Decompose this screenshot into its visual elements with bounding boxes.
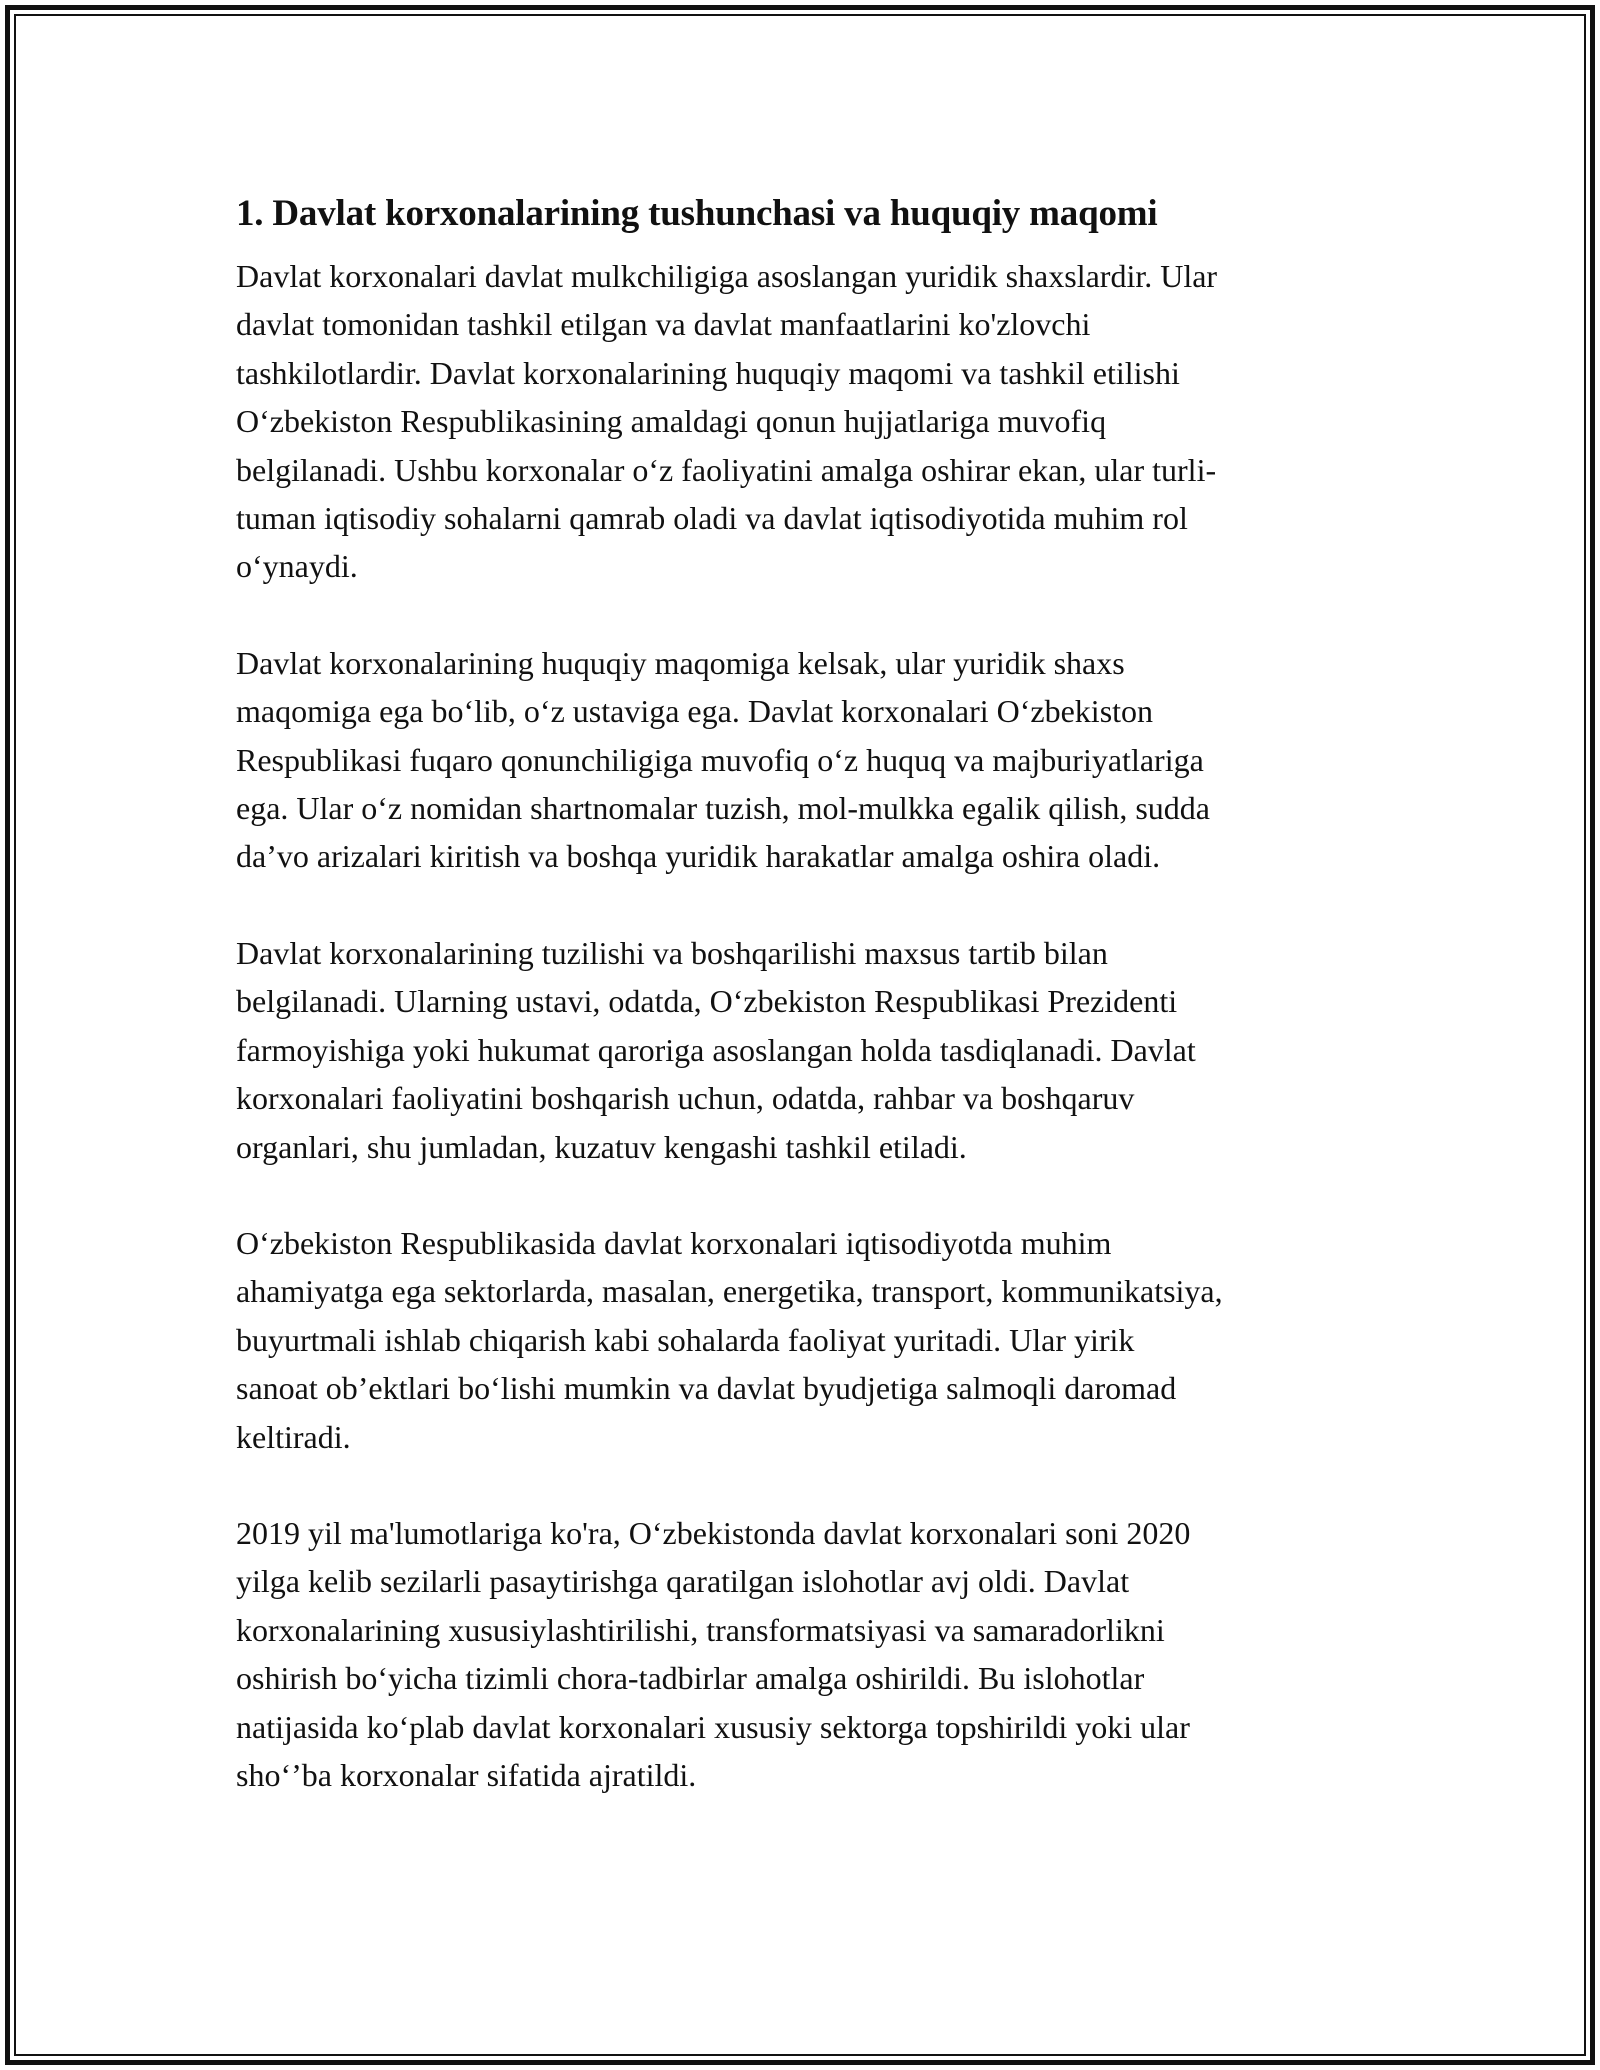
paragraph-structure-management: Davlat korxonalarining tuzilishi va boshqarilishi maxsus tartib bilan belgilanadi. Ularning ustavi, odatda, O‘zbekiston Respublikasi Prezidenti farmoyishiga yoki hukumat qaroriga asoslangan holda tasdiqlanadi. Davlat korxonalari faoliyatini boshqarish uchun, odatda, rahbar va boshqaruv organlari, shu jumladan, kuzatuv kengashi tashkil etiladi. — [236, 934, 1196, 1165]
paragraph-reforms: 2019 yil ma'lumotlariga ko'ra, O‘zbekistonda davlat korxonalari soni 2020 yilga kelib sezilarli pasaytirishga qaratilgan islohotlar avj oldi. Davlat korxonalarining xususiylashtirilishi, transformatsiyasi va samaradorlikni oshirish bo‘yicha tizimli chora-tadbirlar amalga oshirildi. Bu islohotlar natijasida ko‘plab davlat korxonalari xususiy sektorga topshirildi yoki ular sho‘’ba korxonalar sifatida ajratildi. — [236, 1514, 1191, 1793]
paragraph-legal-status: Davlat korxonalarining huquqiy maqomiga kelsak, ular yuridik shaxs maqomiga ega bo‘lib, o‘z ustaviga ega. Davlat korxonalari O‘zbekiston Respublikasi fuqaro qonunchiligiga muvofiq o‘z huquq va majburiyatlariga ega. Ular o‘z nomidan shartnomalar tuzish, mol-mulkka egalik qilish, sudda da’vo arizalari kiritish va boshqa yuridik harakatlar amalga oshira oladi. — [236, 644, 1210, 875]
paragraph-state-enterprises-definition: Davlat korxonalari davlat mulkchiligiga asoslangan yuridik shaxslardir. Ular davlat tomonidan tashkil etilgan va davlat manfaatlarini ko'zlovchi tashkilotlardir. Davlat korxonalarining huquqiy maqomi va tashkil etilishi O‘zbekiston Respublikasining amaldagi qonun hujjatlariga muvofiq belgilanadi. Ushbu korxonalar o‘z faoliyatini amalga oshirar ekan, ular turli- tuman iqtisodiy sohalarni qamrab oladi va davlat iqtisodiyotida muhim rol o‘ynaydi. — [236, 258, 1218, 585]
section-heading: 1. Davlat korxonalarining tushunchasi va huquqiy maqomi — [236, 193, 1158, 234]
document-content — [236, 188, 1366, 1799]
document-body — [236, 252, 1366, 1799]
paragraph-economic-sectors: O‘zbekiston Respublikasida davlat korxonalari iqtisodiyotda muhim ahamiyatga ega sektorlarda, masalan, energetika, transport, kommunikatsiya, buyurtmali ishlab chiqarish kabi sohalarda faoliyat yuritadi. Ular yirik sanoat ob’ektlari bo‘lishi mumkin va davlat byudjetiga salmoqli daromad keltiradi. — [236, 1224, 1223, 1455]
